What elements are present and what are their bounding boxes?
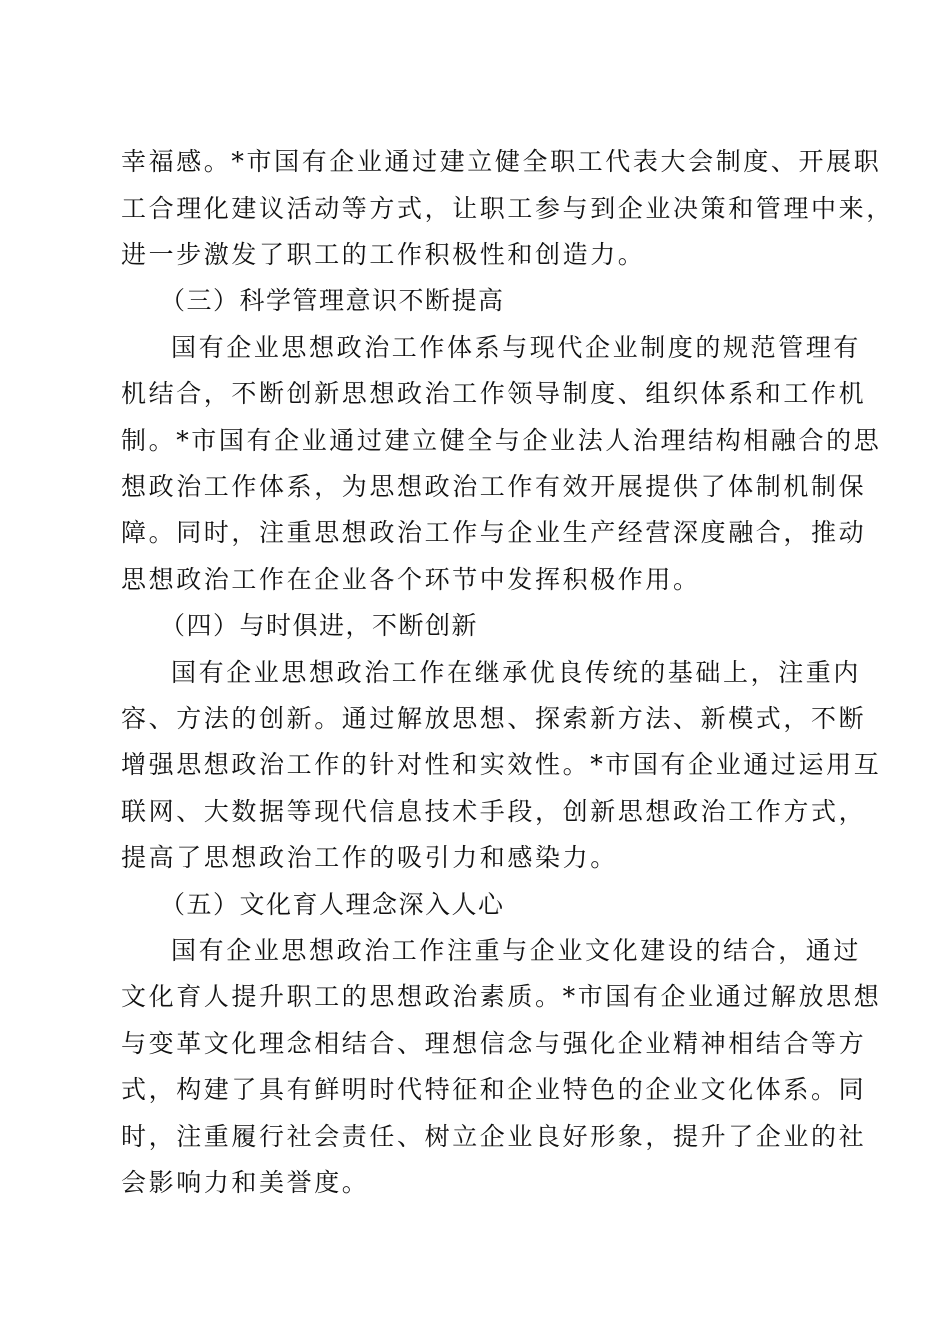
paragraph-line: 国有企业思想政治工作注重与企业文化建设的结合，通过 xyxy=(171,936,862,965)
paragraph-line: 时，注重履行社会责任、树立企业良好形象，提升了企业的社 xyxy=(121,1122,867,1151)
section-heading: （五）文化育人理念深入人心 xyxy=(160,890,505,919)
paragraph-line: 容、方法的创新。通过解放思想、探索新方法、新模式，不断 xyxy=(121,704,867,733)
paragraph-line: 国有企业思想政治工作在继承优良传统的基础上，注重内 xyxy=(171,658,862,687)
paragraph-line: 增强思想政治工作的针对性和实效性。*市国有企业通过运用互 xyxy=(121,750,882,779)
paragraph-line: 制。*市国有企业通过建立健全与企业法人治理结构相融合的思 xyxy=(121,426,882,455)
section-heading: （三）科学管理意识不断提高 xyxy=(160,286,505,315)
paragraph-line: 会影响力和美誉度。 xyxy=(121,1168,370,1197)
paragraph-line: 联网、大数据等现代信息技术手段，创新思想政治工作方式， xyxy=(121,797,867,826)
paragraph-line: 国有企业思想政治工作体系与现代企业制度的规范管理有 xyxy=(171,333,862,362)
paragraph-line: 式，构建了具有鲜明时代特征和企业特色的企业文化体系。同 xyxy=(121,1075,867,1104)
paragraph-line: 工合理化建议活动等方式，让职工参与到企业决策和管理中来， xyxy=(121,194,894,223)
paragraph-line: 进一步激发了职工的工作积极性和创造力。 xyxy=(121,240,646,269)
paragraph-line: 思想政治工作在企业各个环节中发挥积极作用。 xyxy=(121,565,701,594)
paragraph-line: 幸福感。*市国有企业通过建立健全职工代表大会制度、开展职 xyxy=(121,147,882,176)
section-heading: （四）与时俱进，不断创新 xyxy=(160,611,479,640)
paragraph-line: 想政治工作体系，为思想政治工作有效开展提供了体制机制保 xyxy=(121,472,867,501)
paragraph-line: 文化育人提升职工的思想政治素质。*市国有企业通过解放思想 xyxy=(121,982,882,1011)
paragraph-line: 提高了思想政治工作的吸引力和感染力。 xyxy=(121,843,618,872)
paragraph-line: 与变革文化理念相结合、理想信念与强化企业精神相结合等方 xyxy=(121,1029,867,1058)
paragraph-line: 障。同时，注重思想政治工作与企业生产经营深度融合，推动 xyxy=(121,518,867,547)
paragraph-line: 机结合，不断创新思想政治工作领导制度、组织体系和工作机 xyxy=(121,379,867,408)
